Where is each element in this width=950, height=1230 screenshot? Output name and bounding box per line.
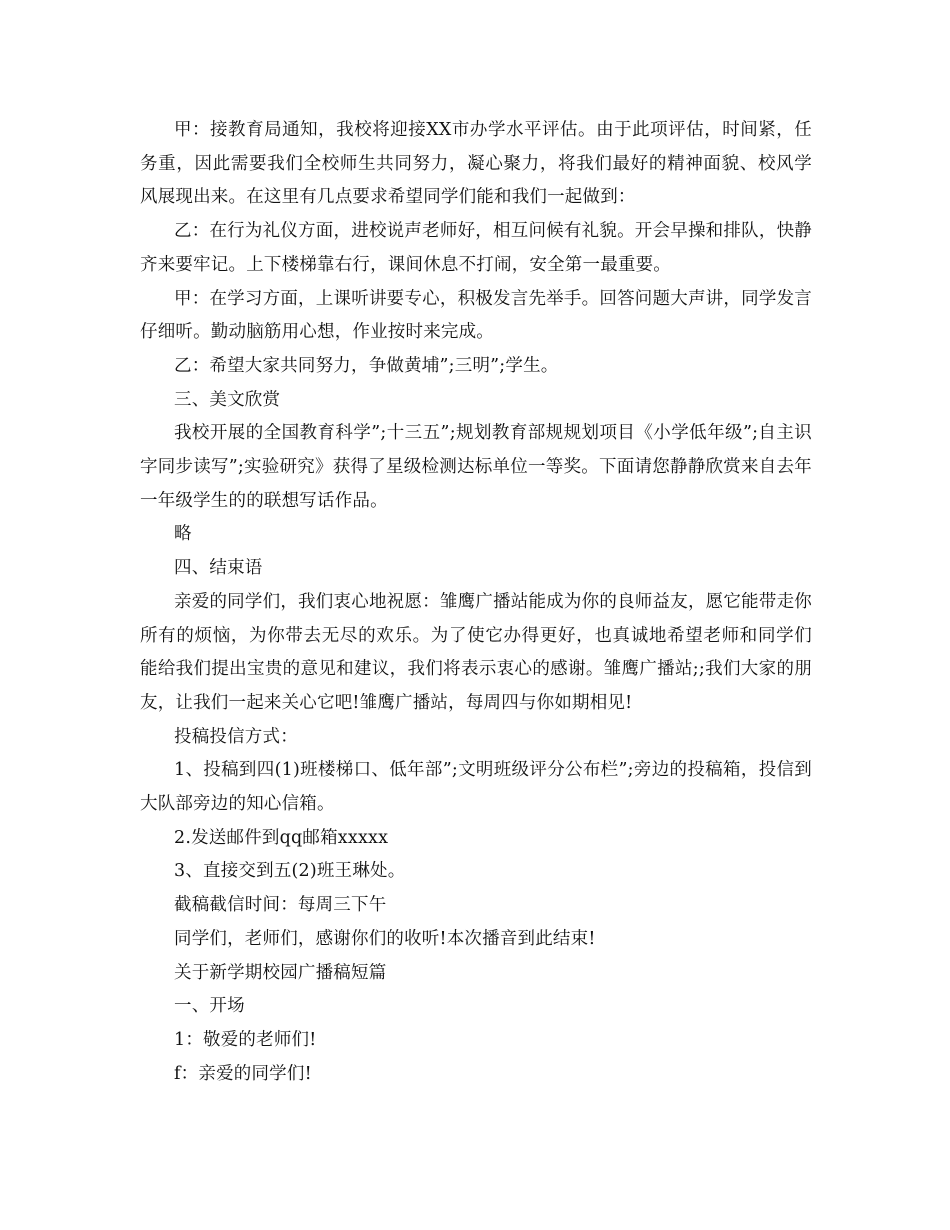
- section-heading-opening: 一、开场: [174, 996, 245, 1017]
- submission-heading: 投稿投信方式：: [174, 726, 298, 747]
- paragraph-study-jia: 甲：在学习方面，上课听讲要专心，积极发言先举手。回答问题大声讲，同学发言仔细听。勤动脑筋用心想，作业按时来完成。: [140, 288, 812, 343]
- opening-line-teachers: 1：敬爱的老师们!: [174, 1029, 317, 1050]
- document-body: [140, 114, 812, 1091]
- paragraph-closing-wishes: 亲爱的同学们，我们衷心地祝愿：雏鹰广播站能成为你的良师益友，愿它能带走你所有的烦恼，为你带去无尽的欢乐。为了使它办得更好，也真诚地希望老师和同学们能给我们提出宝贵的意见和建议，我们将表示衷心的感谢。雏鹰广播站;;我们大家的朋友，让我们一起来关心它吧!雏鹰广播站，每周四与你如期相见!: [140, 591, 812, 713]
- section-heading-closing: 四、结束语: [174, 558, 263, 579]
- section-heading-appreciation: 三、美文欣赏: [174, 389, 281, 410]
- paragraph-etiquette-yi: 乙：在行为礼仪方面，进校说声老师好，相互问候有礼貌。开会早操和排队，快静齐来要牢记。上下楼梯靠右行，课间休息不打闹，安全第一最重要。: [140, 221, 812, 275]
- opening-line-students: f：亲爱的同学们!: [174, 1063, 312, 1084]
- submission-method-1: 1、投稿到四(1)班楼梯口、低年部”;文明班级评分公布栏”;旁边的投稿箱，投信到大队部旁边的知心信箱。: [140, 760, 812, 815]
- submission-method-3: 3、直接交到五(2)班王琳处。: [174, 861, 406, 882]
- paragraph-omitted: 略: [174, 524, 192, 545]
- paragraph-award: 我校开展的全国教育科学”;十三五”;规划教育部规规划项目《小学低年级”;自主识字同步读写”;实验研究》获得了星级检测达标单位一等奖。下面请您静静欣赏来自去年一年级学生的的联想写话作品。: [140, 423, 812, 511]
- submission-method-2: 2.发送邮件到qq邮箱xxxxx: [174, 827, 389, 848]
- paragraph-hope-yi: 乙：希望大家共同努力，争做黄埔”;三明”;学生。: [174, 355, 559, 376]
- deadline-line: 截稿截信时间：每周三下午: [174, 895, 387, 916]
- sign-off-line: 同学们，老师们，感谢你们的收听!本次播音到此结束!: [174, 928, 596, 949]
- article-title: 关于新学期校园广播稿短篇: [174, 962, 387, 983]
- paragraph-intro-jia: 甲：接教育局通知，我校将迎接XX市办学水平评估。由于此项评估，时间紧，任务重，因此需要我们全校师生共同努力，凝心聚力，将我们最好的精神面貌、校风学风展现出来。在这里有几点要求希望同学们能和我们一起做到：: [140, 120, 812, 208]
